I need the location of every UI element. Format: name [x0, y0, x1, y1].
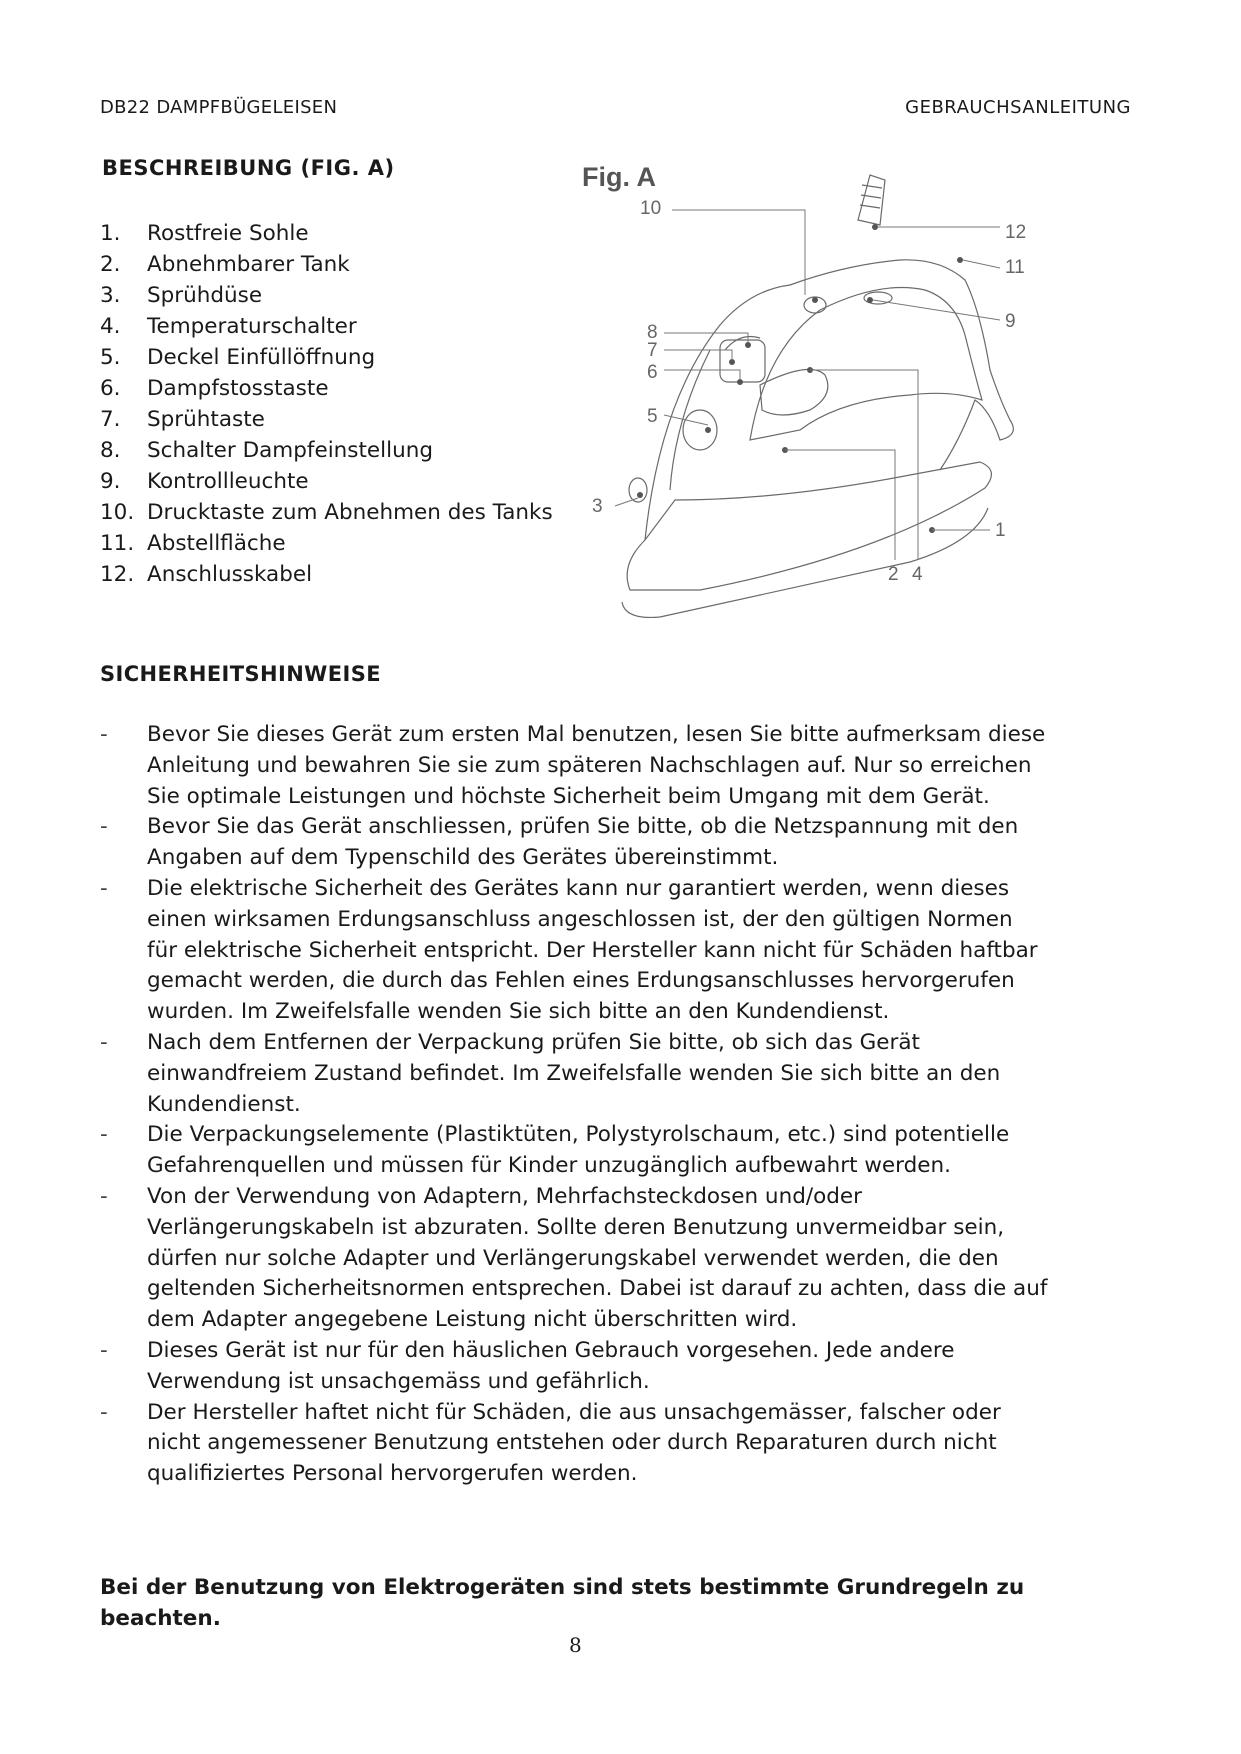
cable-sleeve — [858, 175, 885, 225]
parts-list-item — [100, 373, 553, 404]
safety-item — [100, 874, 1050, 1028]
callout-dot — [872, 224, 878, 230]
part-label: Dampfstosstaste — [147, 376, 329, 401]
part-label: Sprühdüse — [147, 283, 263, 308]
figure-title: Fig. A — [582, 162, 656, 192]
leader-11 — [963, 260, 1000, 268]
part-label: Temperaturschalter — [147, 314, 357, 339]
part-label: Sprühtaste — [147, 407, 265, 432]
parts-list-item — [100, 466, 553, 497]
parts-list-item — [100, 404, 553, 435]
callout-6: 6 — [647, 362, 658, 383]
part-number: 6. — [100, 376, 121, 401]
part-label: Deckel Einfüllöffnung — [147, 345, 376, 370]
callout-2: 2 — [888, 564, 899, 585]
part-label: Anschlusskabel — [147, 562, 313, 587]
leader-10 — [672, 210, 805, 295]
soleplate-outline — [627, 462, 991, 590]
safety-text: Bevor Sie dieses Gerät zum ersten Mal benutzen, lesen Sie bitte aufmerksam diese Anleitung und bewahren Sie sie zum späteren Nachschlagen auf. Nur so erreichen Sie optimale Leistungen und höchste Sicherheit beim Umgang mit dem Gerät. — [147, 722, 1046, 809]
callout-dot — [705, 427, 711, 433]
safety-item — [100, 1028, 1050, 1120]
soleplate-edge — [622, 508, 988, 617]
safety-list — [100, 720, 1050, 1490]
part-number: 7. — [100, 407, 121, 432]
part-number: 5. — [100, 345, 121, 370]
safety-item — [100, 720, 1050, 812]
safety-text: Von der Verwendung von Adaptern, Mehrfachsteckdosen und/oder Verlängerungskabeln ist abzuraten. Sollte deren Benutzung unvermeidbar sein, dürfen nur solche Adapter und Verlängerungskabel verwendet werden, die den geltenden Sicherheitsnormen entsprechen. Dabei ist darauf zu achten, dass die auf dem Adapter angegebene Leistung nicht überschritten wird. — [147, 1183, 1048, 1333]
parts-list-item — [100, 435, 553, 466]
callout-4: 4 — [912, 564, 923, 585]
part-label: Abstellfläche — [147, 531, 286, 556]
part-label: Abnehmbarer Tank — [147, 252, 350, 277]
leader-7 — [664, 350, 732, 360]
parts-list-item — [100, 280, 553, 311]
callout-5: 5 — [647, 406, 658, 427]
cable-sleeve-rib — [862, 185, 882, 188]
parts-list-item — [100, 497, 553, 528]
leader-3 — [615, 498, 638, 506]
handle-opening — [750, 288, 982, 441]
part-label: Schalter Dampfeinstellung — [147, 438, 433, 463]
leader-2 — [785, 450, 895, 560]
part-label: Drucktaste zum Abnehmen des Tanks — [147, 500, 553, 525]
bullet-dash: - — [100, 1399, 108, 1425]
safety-item — [100, 1336, 1050, 1398]
iron-body-outline — [645, 260, 1013, 540]
part-number: 9. — [100, 469, 121, 494]
spray-button-outline — [725, 337, 760, 351]
callout-3: 3 — [592, 496, 603, 517]
callout-12: 12 — [1005, 222, 1027, 243]
callout-dot — [745, 342, 751, 348]
safety-text: Die elektrische Sicherheit des Gerätes kann nur garantiert werden, wenn dieses einen wirksamen Erdungsanschluss angeschlossen ist, der den gültigen Normen für elektrische Sicherheit entspricht. Der Hersteller kann nicht für Schäden haftbar gemacht werden, die durch das Fehlen eines Erdungsanschlusses hervorgerufen wurden. Im Zweifelsfalle wenden Sie sich bitte an den Kundendienst. — [147, 875, 1038, 1025]
filler-cap — [683, 410, 717, 450]
bullet-dash: - — [100, 1183, 108, 1209]
safety-text: Nach dem Entfernen der Verpackung prüfen Sie bitte, ob sich das Gerät einwandfreiem Zustand befindet. Im Zweifelsfalle wenden Sie sich bitte an den Kundendienst. — [147, 1029, 1001, 1117]
bullet-dash: - — [100, 814, 108, 840]
safety-item — [100, 1120, 1050, 1182]
bullet-dash: - — [100, 1337, 108, 1363]
part-number: 11. — [100, 531, 135, 556]
parts-list-item — [100, 342, 553, 373]
part-number: 8. — [100, 438, 121, 463]
parts-list — [100, 218, 553, 590]
callout-11: 11 — [1005, 257, 1025, 278]
safety-title: SICHERHEITSHINWEISE — [100, 662, 381, 686]
part-number: 10. — [100, 500, 135, 525]
safety-item — [100, 1182, 1050, 1336]
parts-list-item — [100, 218, 553, 249]
callout-1: 1 — [995, 520, 1006, 541]
callout-dot — [867, 297, 873, 303]
part-label: Rostfreie Sohle — [147, 221, 309, 246]
page-number: 8 — [569, 1633, 582, 1657]
callout-dot — [812, 297, 818, 303]
safety-text: Dieses Gerät ist nur für den häuslichen Gebrauch vorgesehen. Jede andere Verwendung ist unsachgemäss und gefährlich. — [147, 1337, 955, 1394]
callout-7: 7 — [647, 340, 658, 361]
bullet-dash: - — [100, 1122, 108, 1148]
bullet-dash: - — [100, 722, 108, 747]
header-left: DB22 DAMPFBÜGELEISEN — [100, 97, 338, 118]
parts-list-item — [100, 311, 553, 342]
safety-item — [100, 1398, 1050, 1490]
parts-list-item — [100, 249, 553, 280]
part-number: 3. — [100, 283, 121, 308]
header-right: GEBRAUCHSANLEITUNG — [905, 97, 1131, 118]
bullet-dash: - — [100, 1029, 108, 1055]
leader-5 — [664, 415, 708, 425]
general-rules-note: Bei der Benutzung von Elektrogeräten sind stets bestimmte Grundregeln zu beachten. — [100, 1575, 1025, 1631]
callout-10: 10 — [640, 198, 662, 219]
part-label: Kontrollleuchte — [147, 469, 309, 494]
safety-item — [100, 812, 1050, 874]
cable-sleeve-rib — [860, 205, 880, 208]
part-number: 1. — [100, 221, 121, 246]
iron-diagram — [580, 170, 1090, 630]
parts-list-item — [100, 528, 553, 559]
bullet-dash: - — [100, 875, 108, 901]
description-title: BESCHREIBUNG (FIG. A) — [102, 156, 395, 180]
safety-text: Die Verpackungselemente (Plastiktüten, Polystyrolschaum, etc.) sind potentielle Gefahrenquellen und müssen für Kinder unzugänglich aufbewahrt werden. — [147, 1122, 1010, 1179]
callout-dot — [637, 492, 643, 498]
leader-6 — [664, 370, 740, 380]
callout-8: 8 — [647, 322, 658, 343]
callout-9: 9 — [1005, 311, 1016, 332]
steam-knob — [720, 340, 765, 382]
part-number: 12. — [100, 562, 135, 587]
part-number: 4. — [100, 314, 121, 339]
safety-text: Bevor Sie das Gerät anschliessen, prüfen Sie bitte, ob die Netzspannung mit den Angaben auf dem Typenschild des Gerätes übereinstimmt. — [147, 814, 1019, 871]
parts-list-item — [100, 559, 553, 590]
callout-dot — [957, 257, 963, 263]
safety-text: Der Hersteller haftet nicht für Schäden, die aus unsachgemässer, falscher oder nicht angemessener Benutzung entstehen oder durch Reparaturen durch nicht qualifiziertes Personal hervorgerufen werden. — [147, 1399, 1001, 1487]
part-number: 2. — [100, 252, 121, 277]
leader-9 — [873, 300, 1000, 320]
temperature-dial — [760, 369, 828, 415]
